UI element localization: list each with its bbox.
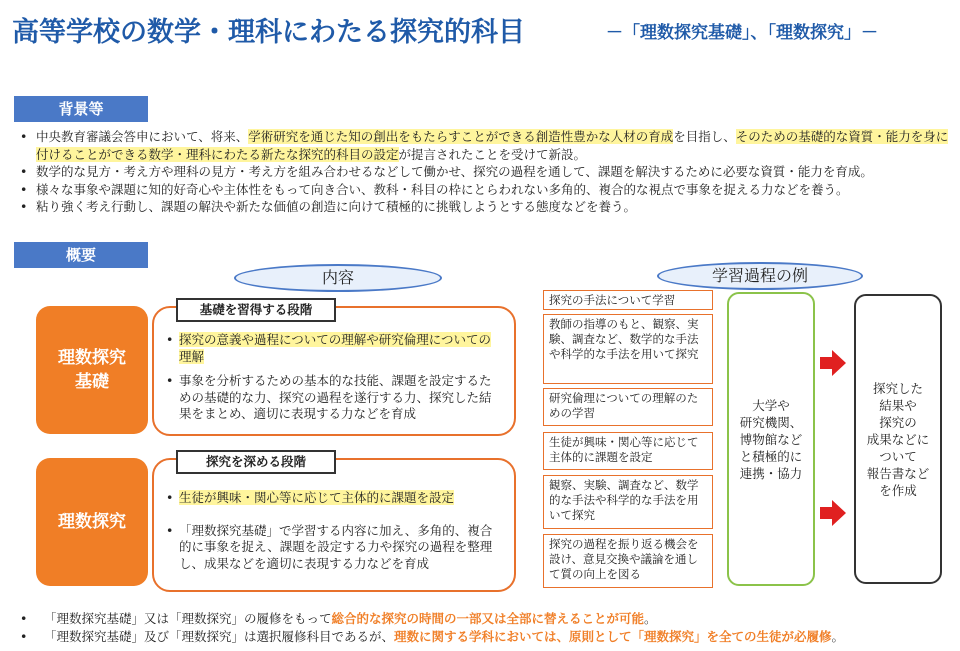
footer-note-1-text: 「理数探究基礎」又は「理数探究」の履修をもって bbox=[44, 611, 332, 626]
stage2-item-2: • 「理数探究基礎」で学習する内容に加え、多角的、複合的に事象を捉え、課題を設定する力や探究の過程を整理し、成果などを適切に表現する力などを育成 bbox=[166, 523, 500, 573]
process-step-5: 観察、実験、調査など、数学的な手法や科学的な手法を用いて探究 bbox=[543, 475, 713, 529]
stage2-item-1 bbox=[166, 490, 500, 507]
overview-heading: 概要 bbox=[14, 242, 148, 268]
process-step-4: 生徒が興味・関心等に応じて主体的に課題を設定 bbox=[543, 432, 713, 470]
stage1-list bbox=[166, 332, 496, 431]
footer-note-1 bbox=[20, 610, 960, 628]
footer-note-2-emphasis: 理数に関する学科においては、原則として「理数探究」を全ての生徒が必履修 bbox=[394, 629, 832, 644]
content-label: 内容 bbox=[234, 264, 442, 292]
background-heading: 背景等 bbox=[14, 96, 148, 122]
background-item-1-text-2: を目指し、 bbox=[673, 129, 736, 144]
footer-note-2-text: 「理数探究基礎」及び「理数探究」は選択履修科目であるが、 bbox=[44, 629, 395, 644]
footer-note-1-emphasis: 総合的な探究の時間の一部又は全部に替えることが可能 bbox=[331, 611, 645, 626]
arrow-right-icon-2 bbox=[818, 498, 848, 528]
process-step-3: 研究倫理についての理解のための学習 bbox=[543, 388, 713, 426]
stage2-label: 理数探究 bbox=[36, 458, 148, 586]
stage2-item-1-text: 生徒が興味・関心等に応じて主体的に課題を設定 bbox=[179, 490, 455, 505]
background-list bbox=[20, 128, 960, 216]
background-item-2: • 数学的な見方・考え方や理科の見方・考え方を組み合わせるなどして働かせ、探究の過程を通して、課題を解決するために必要な資質・能力を育成。 bbox=[20, 163, 960, 181]
page-title: 高等学校の数学・理科にわたる探究的科目 bbox=[12, 17, 525, 48]
footer-notes bbox=[20, 610, 960, 646]
footer-note-2 bbox=[20, 628, 960, 646]
process-step-2: 教師の指導のもと、観察、実験、調査など、数学的な手法や科学的な手法を用いて探究 bbox=[543, 314, 713, 384]
background-item-1 bbox=[20, 128, 960, 163]
background-item-1-text-3: が提言されたことを受けて新設。 bbox=[398, 146, 587, 162]
background-item-3: • 様々な事象や課題に知的好奇心や主体性をもって向き合い、教科・科目の枠にとらわれない多角的、複合的な視点で事象を捉える力などを養う。 bbox=[20, 181, 960, 199]
stage1-label: 理数探究 基礎 bbox=[36, 306, 148, 434]
footer-note-1-end: 。 bbox=[644, 611, 657, 626]
process-step-6: 探究の過程を振り返る機会を設け、意見交換や議論を通して質の向上を図る bbox=[543, 534, 713, 588]
collaboration-box: 大学や 研究機関、 博物館など と積極的に 連携・協力 bbox=[727, 292, 815, 586]
stage1-item-1-text: 探究の意義や過程についての理解や研究倫理についての理解 bbox=[179, 332, 492, 364]
stage1-item-1 bbox=[166, 332, 496, 365]
process-step-1: 探究の手法について学習 bbox=[543, 290, 713, 310]
stage2-heading: 探究を深める段階 bbox=[176, 450, 336, 474]
stage2-list bbox=[166, 490, 500, 580]
background-item-1-text: 中央教育審議会答申において、将来、 bbox=[36, 129, 249, 144]
process-label: 学習過程の例 bbox=[657, 262, 863, 290]
page-subtitle: －「理数探究基礎」、「理数探究」－ bbox=[606, 23, 878, 43]
footer-note-2-end: 。 bbox=[831, 629, 845, 644]
background-item-1-highlight: 学術研究を通じた知の創出をもたらすことができる創造性豊かな人材の育成 bbox=[248, 129, 674, 144]
background-item-4: • 粘り強く考え行動し、課題の解決や新たな価値の創造に向けて積極的に挑戦しようとする態度などを養う。 bbox=[20, 198, 960, 216]
report-box: 探究した 結果や 探究の 成果などに ついて 報告書など を作成 bbox=[854, 294, 942, 584]
background-item-1-highlight-2: そのための基礎的な資質・能力を身に付けることができる数学・理科にわたる新たな探究的科目の設定 bbox=[36, 129, 949, 162]
stage1-item-2: • 事象を分析するための基本的な技能、課題を設定するための基礎的な力、探究の過程を遂行する力、探究した結果をまとめ、適切に表現する力などを育成 bbox=[166, 373, 496, 423]
arrow-right-icon bbox=[818, 348, 848, 378]
stage1-heading: 基礎を習得する段階 bbox=[176, 298, 336, 322]
